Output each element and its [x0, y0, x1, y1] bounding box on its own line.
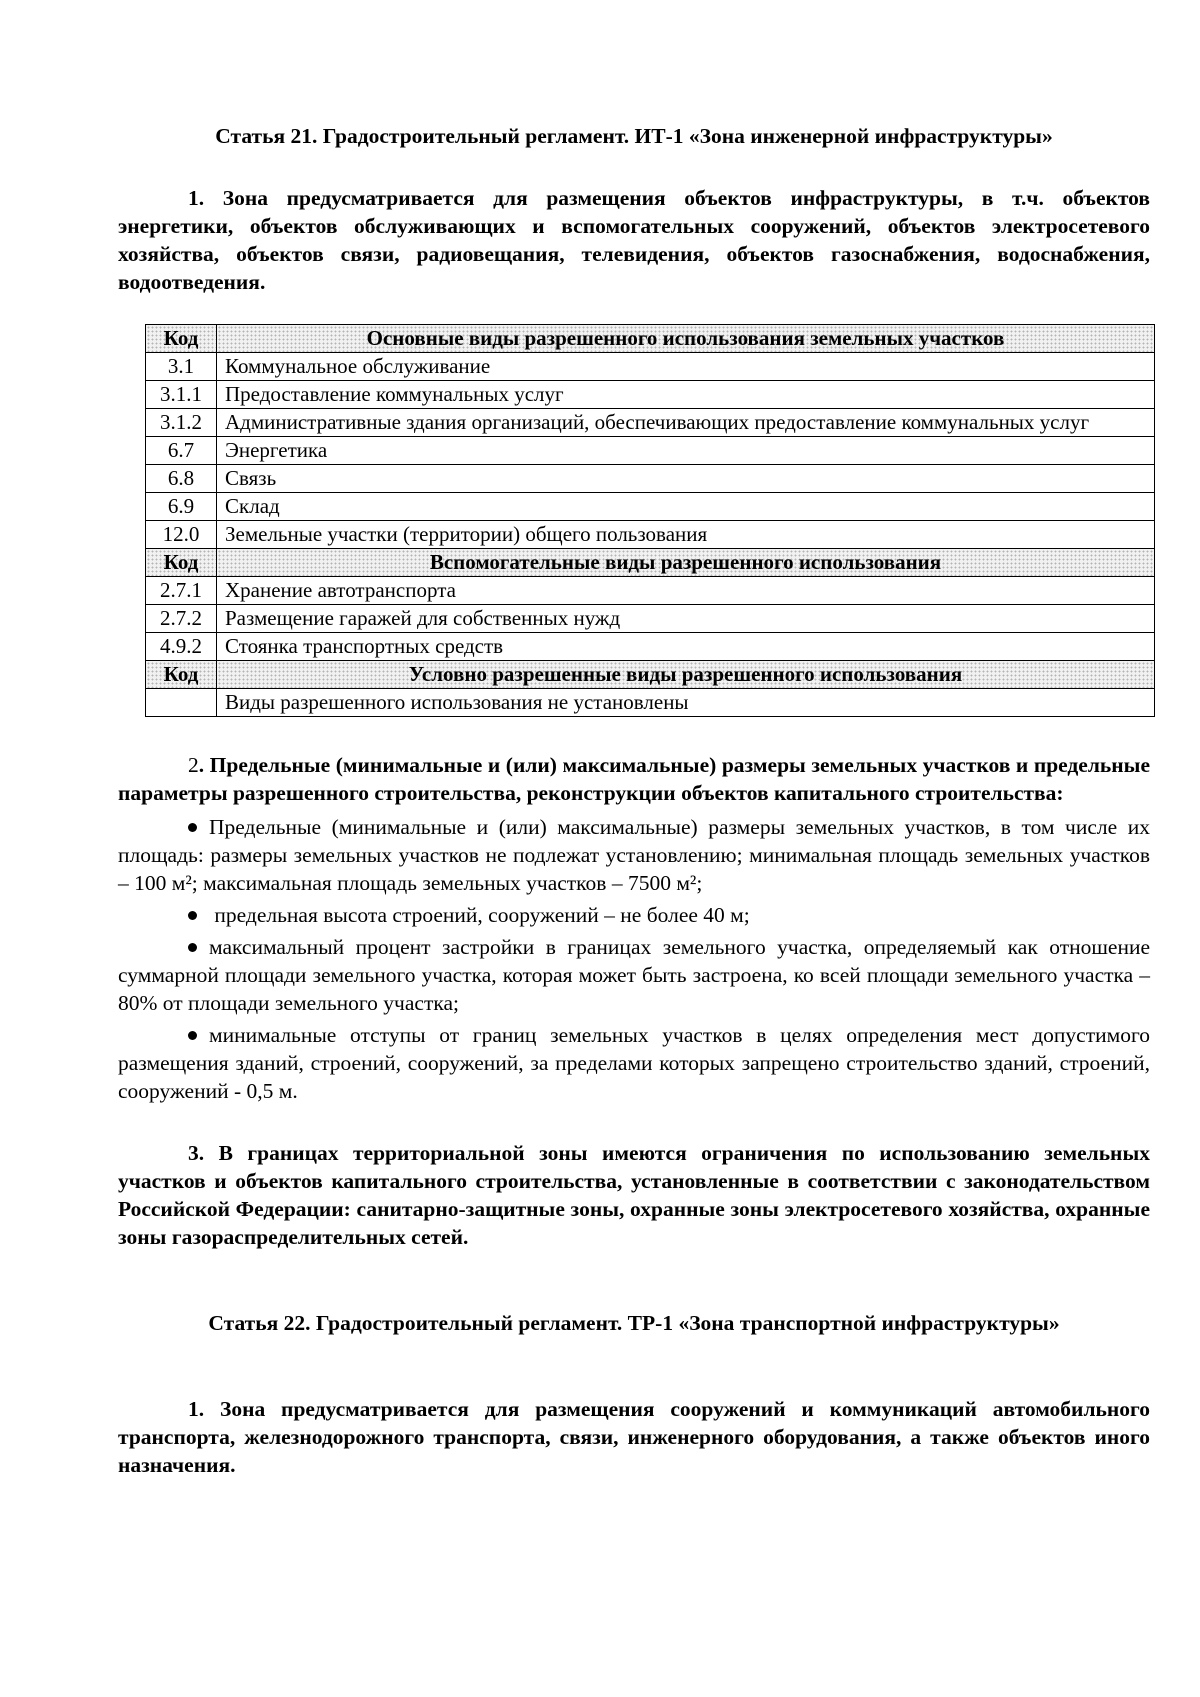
use-code: 4.9.2 [146, 633, 217, 661]
use-code: 6.7 [146, 437, 217, 465]
use-name: Земельные участки (территории) общего пользования [217, 521, 1155, 549]
use-code [146, 689, 217, 717]
use-name: Энергетика [217, 437, 1155, 465]
use-name: Стоянка транспортных средств [217, 633, 1155, 661]
use-code: 2.7.1 [146, 577, 217, 605]
use-code: 6.8 [146, 465, 217, 493]
use-code: 3.1.2 [146, 409, 217, 437]
bullet-icon [188, 911, 197, 920]
list-item-text: Предельные (минимальные и (или) максимальные) размеры земельных участков, в том числе их площадь: размеры земельных участков не подлежат установлению; минимальная площадь земельных участков – 100 м²; максимальная площадь земельных участков – 7500 м²; [118, 815, 1150, 895]
use-code: 3.1 [146, 353, 217, 381]
use-name: Предоставление коммунальных услуг [217, 381, 1155, 409]
table-row [146, 521, 1155, 549]
limits-list [118, 813, 1150, 1105]
list-item [118, 1021, 1150, 1105]
list-item-text: минимальные отступы от границ земельных участков в целях определения мест допустимого размещения зданий, строений, сооружений, за пределами которых запрещено строительство зданий, строений, сооружений - 0,5 м. [118, 1023, 1150, 1103]
article-22-paragraph-1: 1. Зона предусматривается для размещения сооружений и коммуникаций автомобильного транспорта, железнодорожного транспорта, связи, инженерного оборудования, а также объектов иного назначения. [118, 1397, 1150, 1477]
table-row [146, 465, 1155, 493]
land-use-table [145, 324, 1155, 717]
conditional-uses-header-row [146, 661, 1155, 689]
bullet-icon [188, 943, 197, 952]
list-item-text: максимальный процент застройки в границах земельного участка, определяемый как отношение суммарной площади земельного участка, которая может быть застроена, ко всей площади земельного участка – 80% от площади земельного участка; [118, 935, 1150, 1015]
table-row [146, 633, 1155, 661]
use-name: Виды разрешенного использования не установлены [217, 689, 1155, 717]
use-code: 2.7.2 [146, 605, 217, 633]
use-name: Административные здания организаций, обеспечивающих предоставление коммунальных услуг [217, 409, 1155, 437]
list-item [118, 933, 1150, 1017]
use-name: Размещение гаражей для собственных нужд [217, 605, 1155, 633]
table-row [146, 437, 1155, 465]
article-21-paragraph-2 [118, 751, 1150, 807]
auxiliary-uses-header: Вспомогательные виды разрешенного использования [217, 549, 1155, 577]
document-page [118, 108, 1150, 1479]
conditional-uses-header: Условно разрешенные виды разрешенного использования [217, 661, 1155, 689]
table-row [146, 493, 1155, 521]
main-uses-header: Основные виды разрешенного использования земельных участков [217, 325, 1155, 353]
list-item [118, 813, 1150, 897]
main-uses-header-row [146, 325, 1155, 353]
table-row [146, 381, 1155, 409]
paragraph-2-text: . Предельные (минимальные и (или) максимальные) размеры земельных участков и предельные параметры разрешенного строительства, реконструкции объектов капитального строительства: [118, 753, 1150, 805]
use-name: Связь [217, 465, 1155, 493]
list-item-text: предельная высота строений, сооружений – не более 40 м; [209, 903, 750, 927]
bullet-icon [188, 823, 197, 832]
use-code: 12.0 [146, 521, 217, 549]
table-row [146, 689, 1155, 717]
table-row [146, 409, 1155, 437]
auxiliary-uses-header-row [146, 549, 1155, 577]
use-code: 3.1.1 [146, 381, 217, 409]
article-21-paragraph-1: 1. Зона предусматривается для размещения объектов инфраструктуры, в т.ч. объектов энергетики, объектов обслуживающих и вспомогательных сооружений, объектов электросетевого хозяйства, объектов связи, радиовещания, телевидения, объектов газоснабжения, водоснабжения, водоотведения. [118, 186, 1150, 294]
article-21-title: Статья 21. Градостроительный регламент. ИТ-1 «Зона инженерной инфраструктуры» [215, 124, 1053, 148]
table-row [146, 605, 1155, 633]
code-column-header: Код [146, 661, 217, 689]
list-item [118, 901, 1150, 929]
article-22-title: Статья 22. Градостроительный регламент. ТР-1 «Зона транспортной инфраструктуры» [208, 1311, 1060, 1335]
article-21-paragraph-3: 3. В границах территориальной зоны имеются ограничения по использованию земельных участков и объектов капитального строительства, установленные в соответствии с законодательством Российской Федерации: санитарно-защитные зоны, охранные зоны электросетевого хозяйства, охранные зоны газораспределительных сетей. [118, 1141, 1150, 1249]
use-name: Коммунальное обслуживание [217, 353, 1155, 381]
paragraph-2-number: 2 [188, 753, 199, 777]
use-name: Склад [217, 493, 1155, 521]
table-row [146, 577, 1155, 605]
code-column-header: Код [146, 549, 217, 577]
use-code: 6.9 [146, 493, 217, 521]
code-column-header: Код [146, 325, 217, 353]
table-row [146, 353, 1155, 381]
use-name: Хранение автотранспорта [217, 577, 1155, 605]
bullet-icon [188, 1031, 197, 1040]
